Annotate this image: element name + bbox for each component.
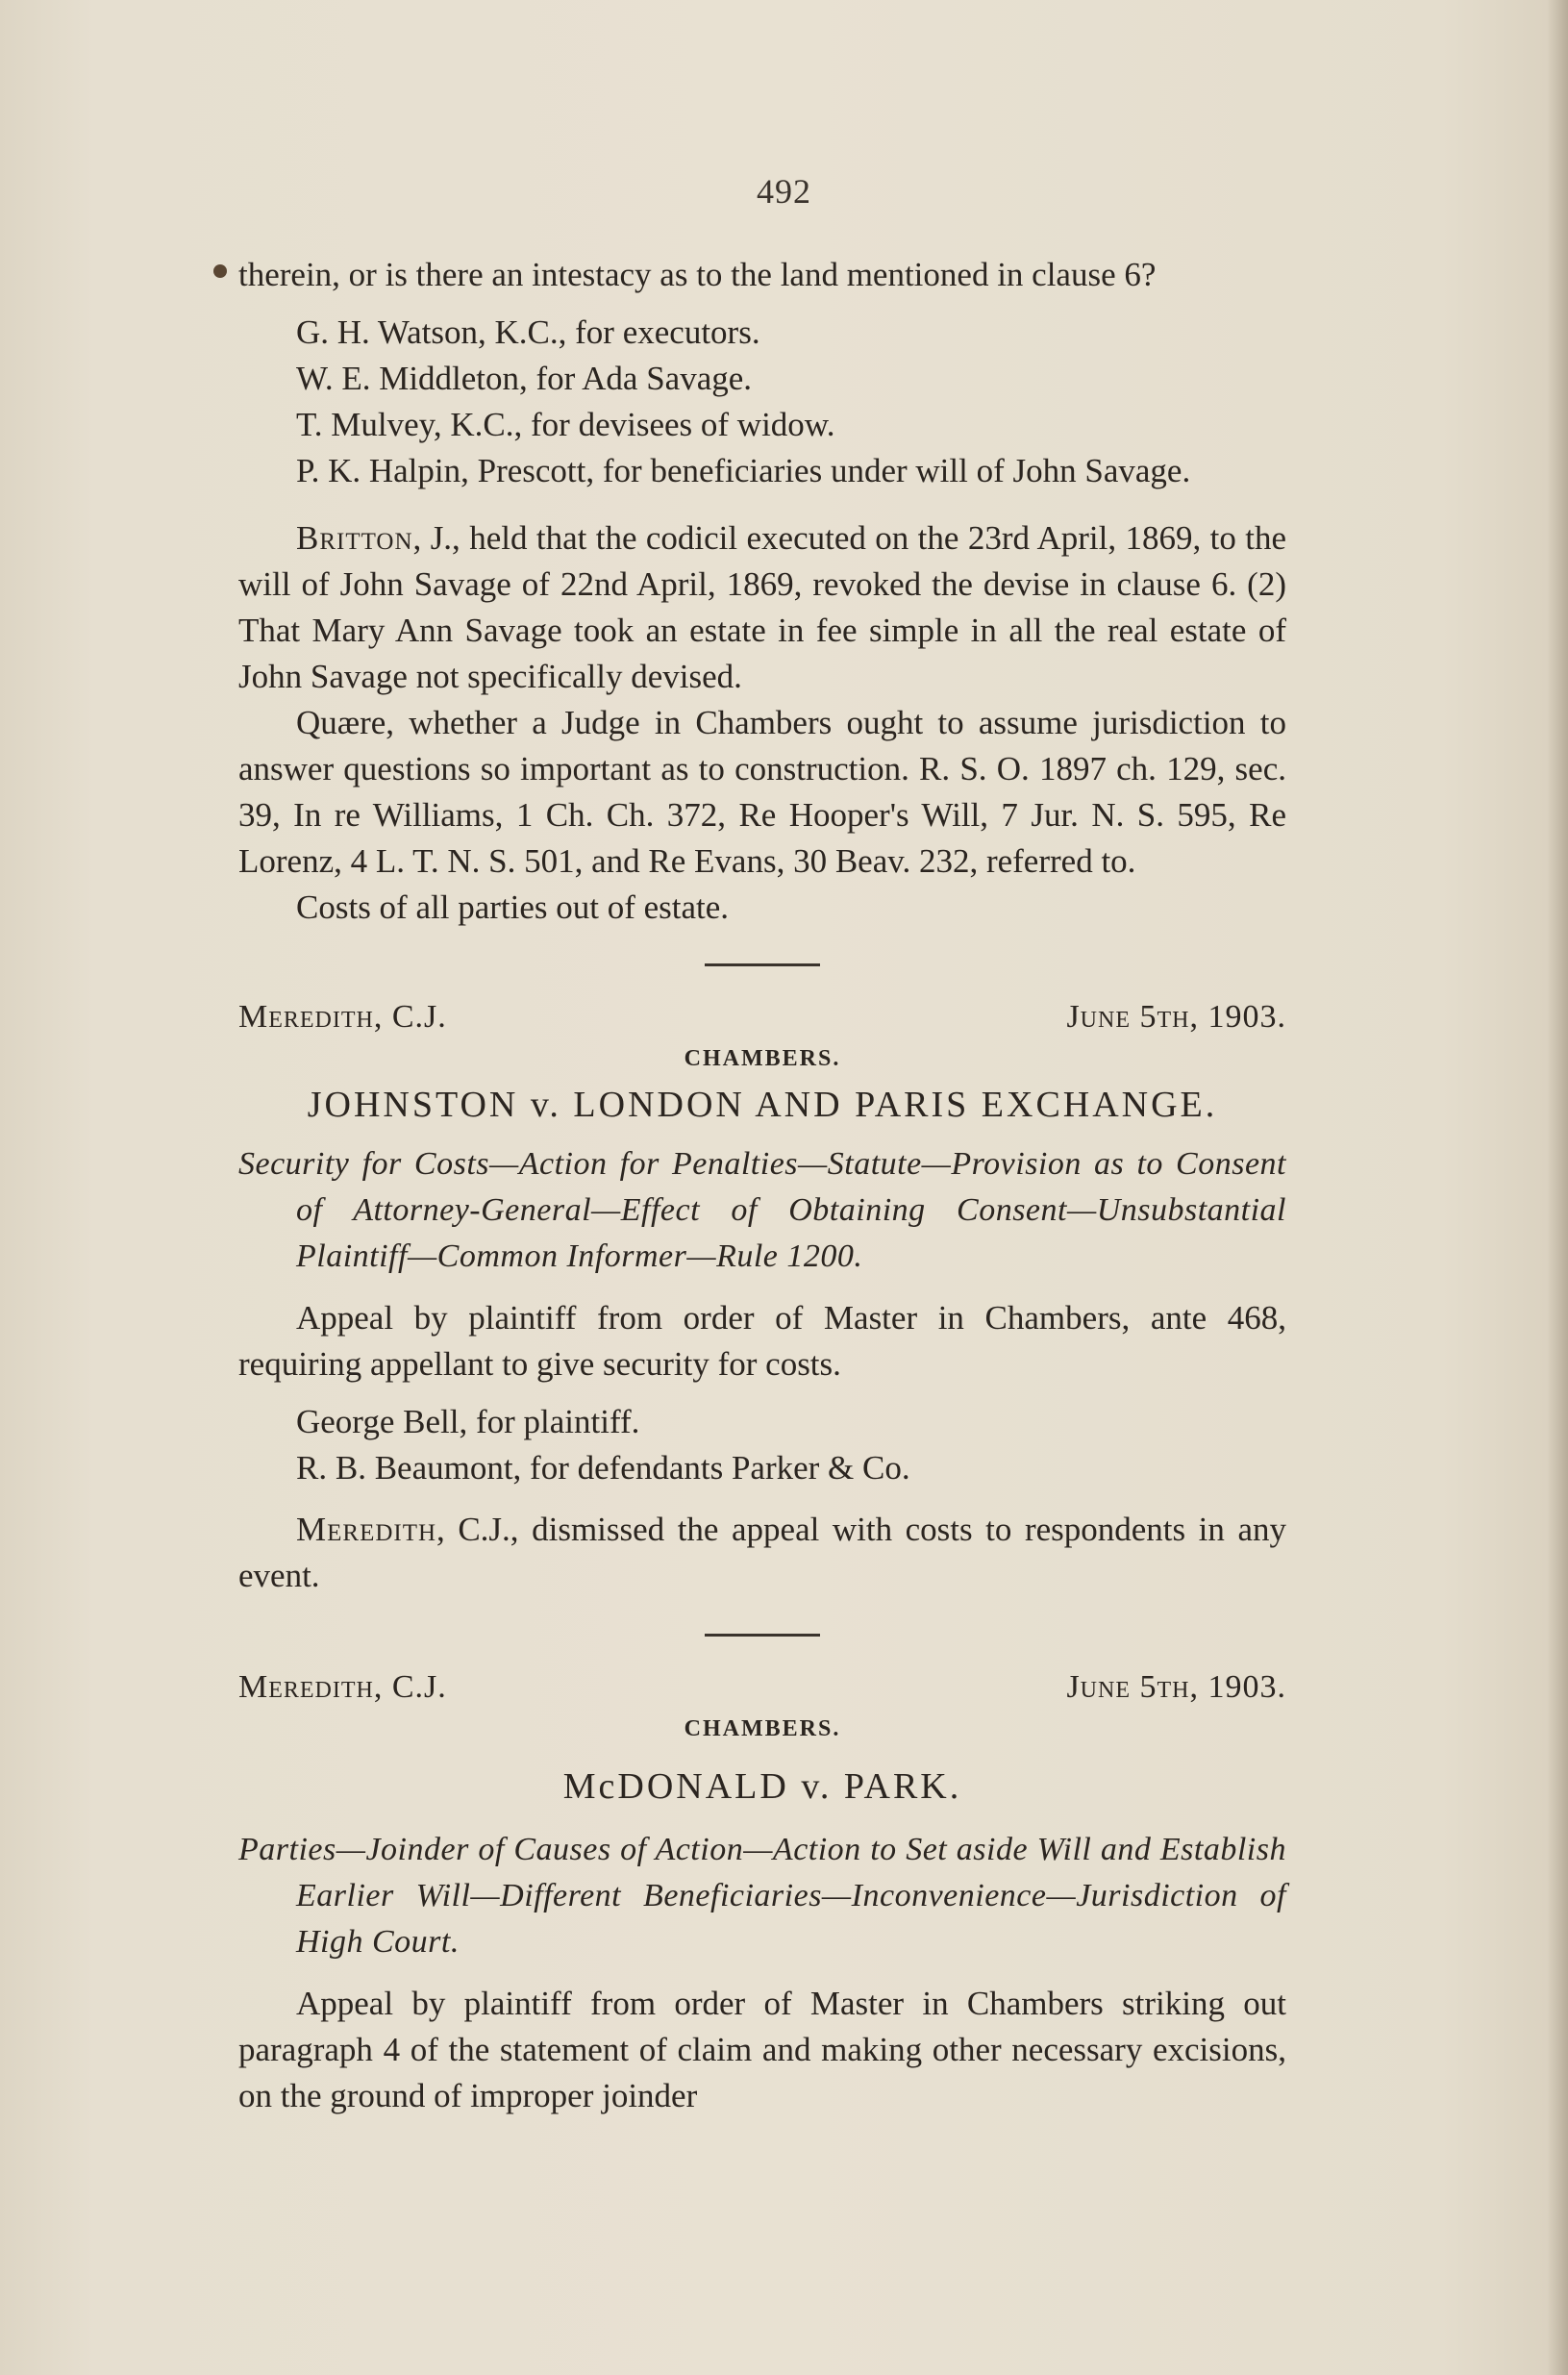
case-title: JOHNSTON v. LONDON AND PARIS EXCHANGE. (307, 1085, 1218, 1125)
main-column (238, 252, 1286, 2119)
counsel-line: T. Mulvey, K.C., for devisees of widow. (296, 406, 835, 443)
opening-paragraph: therein, or is there an intestacy as to the land mentioned in clause 6? (238, 256, 1157, 293)
counsel-line: P. K. Halpin, Prescott, for beneficiaries under will of John Savage. (296, 452, 1191, 489)
court-label: CHAMBERS. (684, 1716, 841, 1741)
case-header (238, 1665, 1286, 1710)
quaere-paragraph: Quære, whether a Judge in Chambers ought to assume jurisdiction to answer questions so important as to construction. R. S. O. 1897 ch. 129, sec. 39, In re Williams, 1 Ch. Ch. 372, Re Hooper's Will, 7 Jur. N. S. 595, Re Lorenz, 4 L. T. N. S. 501, and Re Evans, 30 Beav. 232, referred to. (238, 704, 1286, 880)
page-number: 492 (757, 172, 811, 211)
judgment-paragraph (238, 1507, 1286, 1599)
appeal-paragraph: Appeal by plaintiff from order of Master in Chambers, ante 468, requiring appellant to give security for costs. (238, 1299, 1286, 1383)
judge-name: Meredith (296, 1511, 437, 1548)
judgment-paragraph (238, 515, 1286, 700)
counsel-line: R. B. Beaumont, for defendants Parker & Co. (296, 1449, 910, 1487)
headnote: Security for Costs—Action for Penalties—Statute—Provision as to Consent of Attorney-General—Effect of Obtaining Consent—Unsubstantial Plaintiff—Common Informer—Rule 1200. (238, 1146, 1286, 1274)
ink-blot (213, 264, 227, 278)
judgment-text: , C.J., dismissed the appeal with costs to respondents in any event. (238, 1511, 1286, 1594)
counsel-line: W. E. Middleton, for Ada Savage. (296, 360, 753, 397)
case-header (238, 995, 1286, 1039)
counsel-line: George Bell, for plaintiff. (296, 1403, 640, 1440)
judge-name: Britton (296, 519, 413, 557)
court-label: CHAMBERS. (684, 1046, 841, 1071)
counsel-line: G. H. Watson, K.C., for executors. (296, 313, 760, 351)
appeal-paragraph: Appeal by plaintiff from order of Master in Chambers striking out paragraph 4 of the statement of claim and making other necessary excisions, on the ground of improper joinder (238, 1985, 1286, 2114)
page-edge-shadow (1547, 0, 1568, 2375)
decision-date: June 5th, 1903. (1066, 999, 1286, 1035)
judgment-text: , J., held that the codicil executed on the 23rd April, 1869, to the will of John Savage of 22nd April, 1869, revoked the devise in clause 6. (2) That Mary Ann Savage took an estate in fee simple in all the real estate of John Savage not specifically devised. (238, 519, 1286, 695)
case-title: McDONALD v. PARK. (562, 1766, 962, 1807)
judge-name: Meredith, C.J. (238, 1669, 447, 1705)
decision-date: June 5th, 1903. (1066, 1669, 1286, 1705)
headnote: Parties—Joinder of Causes of Action—Action to Set aside Will and Establish Earlier Will—Different Beneficiaries—Inconvenience—Jurisdiction of High Court. (238, 1832, 1286, 1960)
judge-name: Meredith, C.J. (238, 999, 447, 1035)
costs-line: Costs of all parties out of estate. (296, 888, 730, 926)
